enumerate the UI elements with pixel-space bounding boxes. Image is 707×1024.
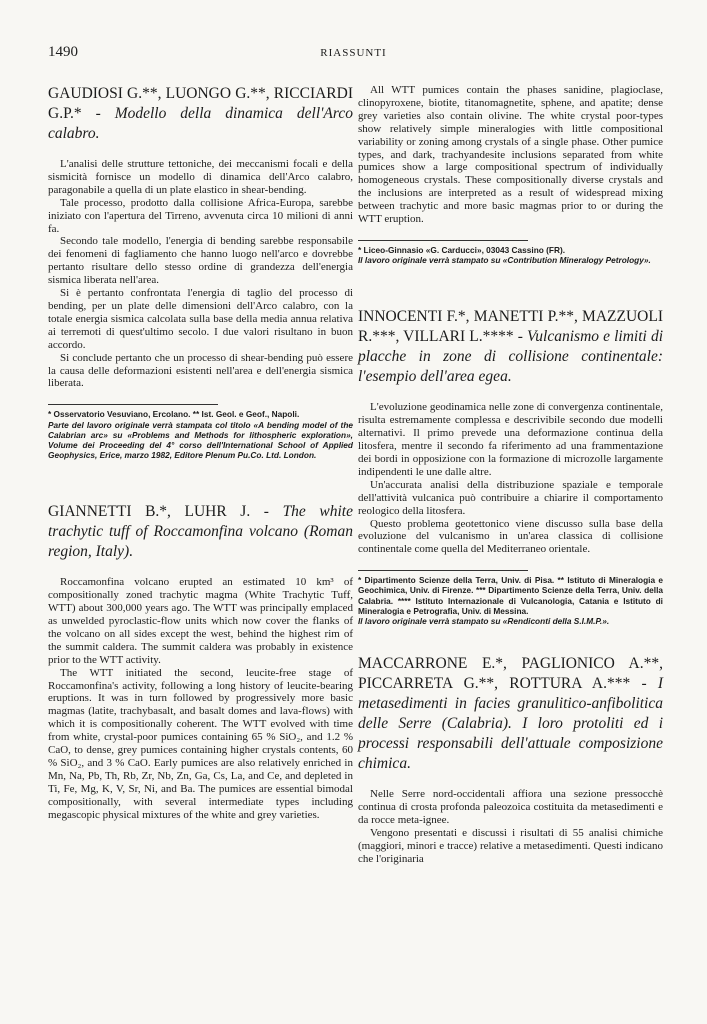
article-heading: GIANNETTI B.*, LUHR J. - The white trachytic tuff of Roccamonfina volcano (Roman region, Italy). (48, 503, 353, 561)
footnote-publication: Il lavoro originale verrà stampato su «Rendiconti della S.I.M.P.». (358, 616, 610, 627)
paragraph: Tale processo, prodotto dalla collisione Africa-Europa, sarebbe iniziato con l'apertura del Tirreno, avvenuta circa 10 milioni di anni fa. (48, 196, 353, 235)
article-body (358, 401, 663, 556)
article-authors: INNOCENTI F.*, MANETTI P.**, MAZZUOLI R.***, VILLARI L.**** (358, 308, 663, 346)
article-authors: GIANNETTI B.*, LUHR J. (48, 503, 251, 521)
article-heading: MACCARRONE E.*, PAGLIONICO A.**, PICCARRETA G.**, ROTTURA A.*** - I metasedimenti in facies granulitico-anfibolitica delle Serre (Calabria). I loro protoliti ed i processi responsabili dell'attuale composizione chimica. (358, 655, 664, 773)
article-innocenti (358, 307, 663, 626)
footnote-publication: Parte del lavoro originale verrà stampata col titolo «A bending model of the Calabrian arc» su «Problems and Methods for lithospheric exploration», Volume dei Proceeding del 4° corso dell'International School of Applied Geophysics, Erice, marzo 1982, Editore Plenum Pu.Co. Ltd. London. (48, 419, 353, 461)
footnote-affiliation: * Osservatorio Vesuviano, Ercolano. ** Ist. Geol. e Geof., Napoli. (48, 409, 300, 420)
article-body (358, 788, 663, 865)
paragraph: Questo problema geotettonico viene discusso sulla base della evoluzione del vulcanismo in un'area classica di collisione continentale come quella del Mediterraneo orientale. (358, 517, 663, 556)
article-body-continued (358, 84, 663, 226)
footnote-affiliation: * Liceo-Ginnasio «G. Carducci», 03043 Cassino (FR). (358, 244, 566, 255)
paragraph: Secondo tale modello, l'energia di bending sarebbe responsabile dei fenomeni di fagliamento che hanno luogo nell'arco e dovrebbe pertanto risultare dello stesso ordine di grandezza dell'energia sismica liberata nell'area. (48, 235, 353, 287)
article-heading: GAUDIOSI G.**, LUONGO G.**, RICCIARDI G.P.* - Modello della dinamica dell'Arco calabro. (48, 85, 353, 142)
footnote-affiliation: * Dipartimento Scienze della Terra, Univ. di Pisa. ** Istituto di Mineralogia e Geochimica, Univ. di Firenze. *** Dipartimento Scienze della Terra, Univ. della Calabria. **** Istituto Internazionale di Vulcanologia, Catania e Istituto di Mineralogia e Petrografia, Univ. di Messina. (358, 575, 663, 616)
paragraph: L'evoluzione geodinamica nelle zone di convergenza continentale, risulta estremamente complessa e descrivibile secondo due modelli alternativi. Il primo prevede una deformazione continua della litosfera, mentre il secondo fa riferimento ad una frammentazione dei bordi in opposizione con la formazione di microzolle largamente indipendenti le une dalle altre. (358, 401, 663, 478)
article-title: I metasedimenti in facies granulitico-anfibolitica delle Serre (Calabria). I loro protoliti ed i processi responsabili dell'attuale composizione chimica. (358, 675, 664, 773)
paragraph: The WTT initiated the second, leucite-free stage of Roccamonfina's activity, following a long history of leucite-bearing eruptions. It was in turn followed by progressively more basic magmas (latite, trachybasalt, and basalt domes and lava-flows) with which it is compositionally coherent. The WTT evolved with time from white, crystal-poor pumices containing 65 % SiO₂, and 1.2 % CaO, to dense, grey pumices containing higher crystals contents, 60 % SiO₂, and 3 % CaO. Early pumices are also relatively enriched in Mn, Na, Pb, Th, Rb, Zr, Nb, Zn, Ga, Cs, La, and Ce, and depleted in Ti, Fe, Mg, K, V, Sr, Ni, and Ba. The pumices are essential bimodal compositionally, with several intermediate types including megascopic physical mixtures of the white and grey varieties. (48, 666, 353, 821)
footnote-rule (358, 240, 528, 241)
footnote-rule (358, 570, 528, 571)
article-title: The white trachytic tuff of Roccamonfina volcano (Roman region, Italy). (48, 503, 353, 561)
paragraph: L'analisi delle strutture tettoniche, dei meccanismi focali e della sismicità fornisce un modello di dinamica dell'Arco calabro, paragonabile a quella di un plate elastico in shear-bending. (48, 158, 353, 196)
paragraph: Si è pertanto confrontata l'energia di taglio del processo di bending, per un plate delle dimensioni dell'Arco calabro, con la totale energia sismica calcolata sulla base della media annua relativa ai terremoti di quest'ultimo secolo. I due valori risultano in buon accordo. (48, 287, 353, 351)
footnotes (48, 409, 353, 460)
footnote-publication: Il lavoro originale verrà stampato su «Contribution Mineralogy Petrology». (358, 255, 651, 266)
paragraph: Un'accurata analisi della distribuzione spaziale e temporale dell'attività vulcanica può contribuire a chiarire il comportamento reologico della litosfera. (358, 478, 663, 517)
paragraph: Nelle Serre nord-occidentali affiora una sezione pressocchè continua di crosta profonda paleozoica costituita da metasedimenti e da rocce meta-ignee. (358, 788, 663, 827)
paragraph: Si conclude pertanto che un processo di shear-bending può essere la causa delle deformazioni esistenti nell'area e dell'energia sismica liberata. (48, 351, 353, 390)
paragraph: Vengono presentati e discussi i risultati di 55 analisi chimiche (maggiori, minori e tracce) relative a metasedimenti. Questi indicano che l'originaria (358, 826, 663, 865)
running-head: RIASSUNTI (320, 47, 387, 59)
page-header (0, 44, 707, 64)
article-giannetti (48, 502, 353, 821)
footnotes (358, 245, 663, 265)
article-authors: MACCARRONE E.*, PAGLIONICO A.**, PICCARRETA G.**, ROTTURA A.*** (358, 655, 663, 693)
paragraph: Roccamonfina volcano erupted an estimated 10 km³ of compositionally zoned trachytic magma (White Trachytic Tuff, WTT) about 300,000 years ago. The WTT was principally emplaced as unwelded pyroclastic-flow units which now cover the flanks of the volcano on all sides except the west, behind the highest rim of the summit caldera. The summit caldera was probably in existence prior to the WTT activity. (48, 576, 353, 666)
article-title: Modello della dinamica dell'Arco calabro. (48, 105, 353, 142)
page-number: 1490 (48, 44, 78, 60)
paragraph: All WTT pumices contain the phases sanidine, plagioclase, clinopyroxene, biotite, titanomagnetite, sphene, and apatite; dense grey varieties also contain olivine. The white crystal poor-types show relatively simple mineralogies with little compositional variability or zoning among crystals of a single phase. Other pumice types, and dark, trachyandesite inclusions separated from white pumices show a large compositional spectrum of individually homogeneous crystals. These compositionally diverse crystals and the inclusions are interpreted as a result of widespread mixing between trachytic and more basic magmas prior to or during the WTT eruption. (358, 84, 663, 226)
right-column (358, 84, 663, 866)
article-body (48, 576, 353, 821)
article-heading: INNOCENTI F.*, MANETTI P.**, MAZZUOLI R.***, VILLARI L.**** - Vulcanismo e limiti di placche in zone di collisione continentale: l'esempio dell'area egea. (358, 308, 663, 386)
footnote-rule (48, 404, 218, 405)
article-authors: GAUDIOSI G.**, LUONGO G.**, RICCIARDI G.P.* (48, 85, 353, 122)
article-maccarrone (358, 654, 663, 865)
left-column (48, 84, 353, 822)
footnotes (358, 575, 663, 626)
article-gaudiosi (48, 84, 353, 460)
article-title: Vulcanismo e limiti di placche in zone di collisione continentale: l'esempio dell'area egea. (358, 328, 663, 386)
article-body (48, 158, 353, 390)
